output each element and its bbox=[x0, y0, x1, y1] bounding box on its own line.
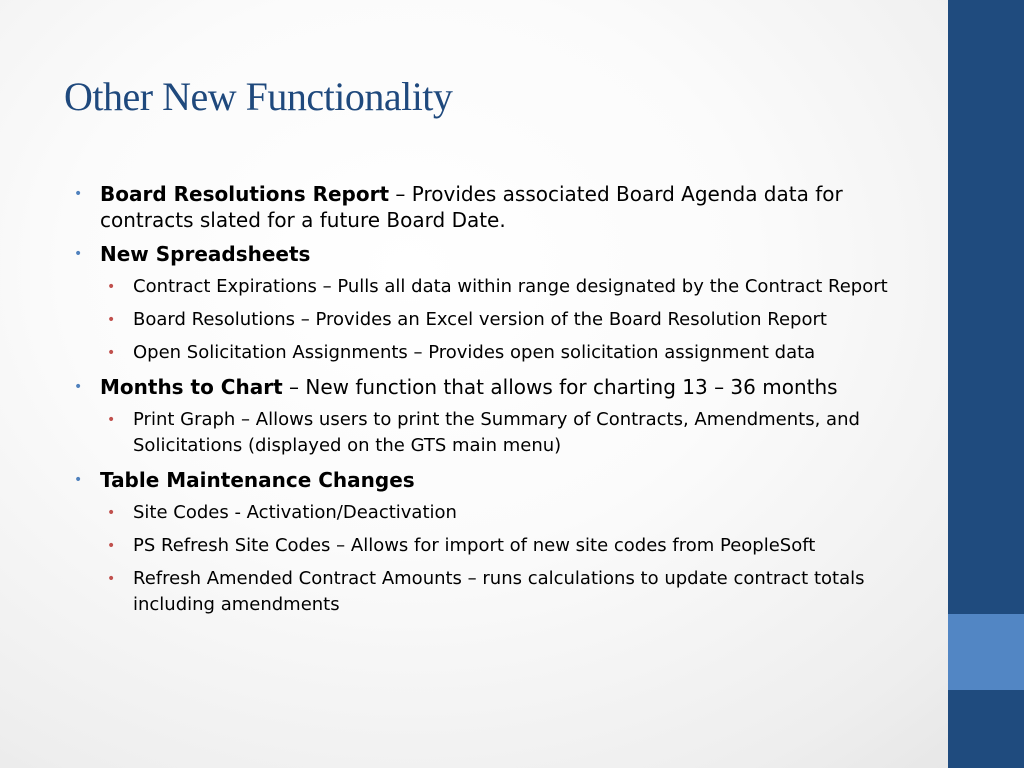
bullet-icon: • bbox=[74, 186, 83, 202]
sub-bullet-contract-expirations bbox=[74, 274, 904, 300]
sub-bullet-icon: • bbox=[107, 571, 116, 587]
bullet-icon: • bbox=[74, 379, 83, 395]
sub-bullet-icon: • bbox=[107, 412, 116, 428]
sub-bullet-icon: • bbox=[107, 505, 116, 521]
item-text: Board Resolutions – Provides an Excel version of the Board Resolution Report bbox=[133, 309, 827, 330]
item-heading: Months to Chart bbox=[100, 375, 283, 399]
sub-bullet-icon: • bbox=[107, 312, 116, 328]
item-text: Site Codes - Activation/Deactivation bbox=[133, 502, 457, 523]
sub-bullet-icon: • bbox=[107, 538, 116, 554]
sub-bullet-refresh-amended-contract-amounts bbox=[74, 566, 904, 618]
sub-bullet-icon: • bbox=[107, 345, 116, 361]
item-text: Print Graph – Allows users to print the Summary of Contracts, Amendments, and Solicitations (displayed on the GTS main menu) bbox=[133, 409, 860, 456]
sub-bullet-site-codes bbox=[74, 500, 904, 526]
bullet-list bbox=[74, 181, 904, 618]
decorative-side-accent bbox=[948, 614, 1024, 690]
sub-bullet-print-graph bbox=[74, 407, 904, 459]
slide-title: Other New Functionality bbox=[64, 74, 453, 119]
bullet-item-table-maintenance-changes bbox=[74, 467, 904, 493]
bullet-icon: • bbox=[74, 246, 83, 262]
item-text: PS Refresh Site Codes – Allows for import of new site codes from PeopleSoft bbox=[133, 535, 816, 556]
sub-bullet-ps-refresh-site-codes bbox=[74, 533, 904, 559]
item-text: – Provides associated Board Agenda data for contracts slated for a future Board Date. bbox=[100, 182, 843, 232]
item-text: – New function that allows for charting 13 – 36 months bbox=[282, 375, 838, 399]
bullet-item-board-resolutions-report bbox=[74, 181, 904, 233]
bullet-item-months-to-chart bbox=[74, 374, 904, 400]
item-heading: Table Maintenance Changes bbox=[100, 468, 415, 492]
bullet-item-new-spreadsheets bbox=[74, 241, 904, 267]
sub-bullet-open-solicitation-assignments bbox=[74, 340, 904, 366]
item-heading: New Spreadsheets bbox=[100, 242, 311, 266]
item-text: Contract Expirations – Pulls all data within range designated by the Contract Report bbox=[133, 276, 888, 297]
bullet-icon: • bbox=[74, 472, 83, 488]
item-text: Open Solicitation Assignments – Provides open solicitation assignment data bbox=[133, 342, 816, 363]
item-heading: Board Resolutions Report bbox=[100, 182, 390, 206]
sub-bullet-board-resolutions bbox=[74, 307, 904, 333]
item-text: Refresh Amended Contract Amounts – runs calculations to update contract totals including amendments bbox=[133, 568, 865, 615]
sub-bullet-icon: • bbox=[107, 279, 116, 295]
